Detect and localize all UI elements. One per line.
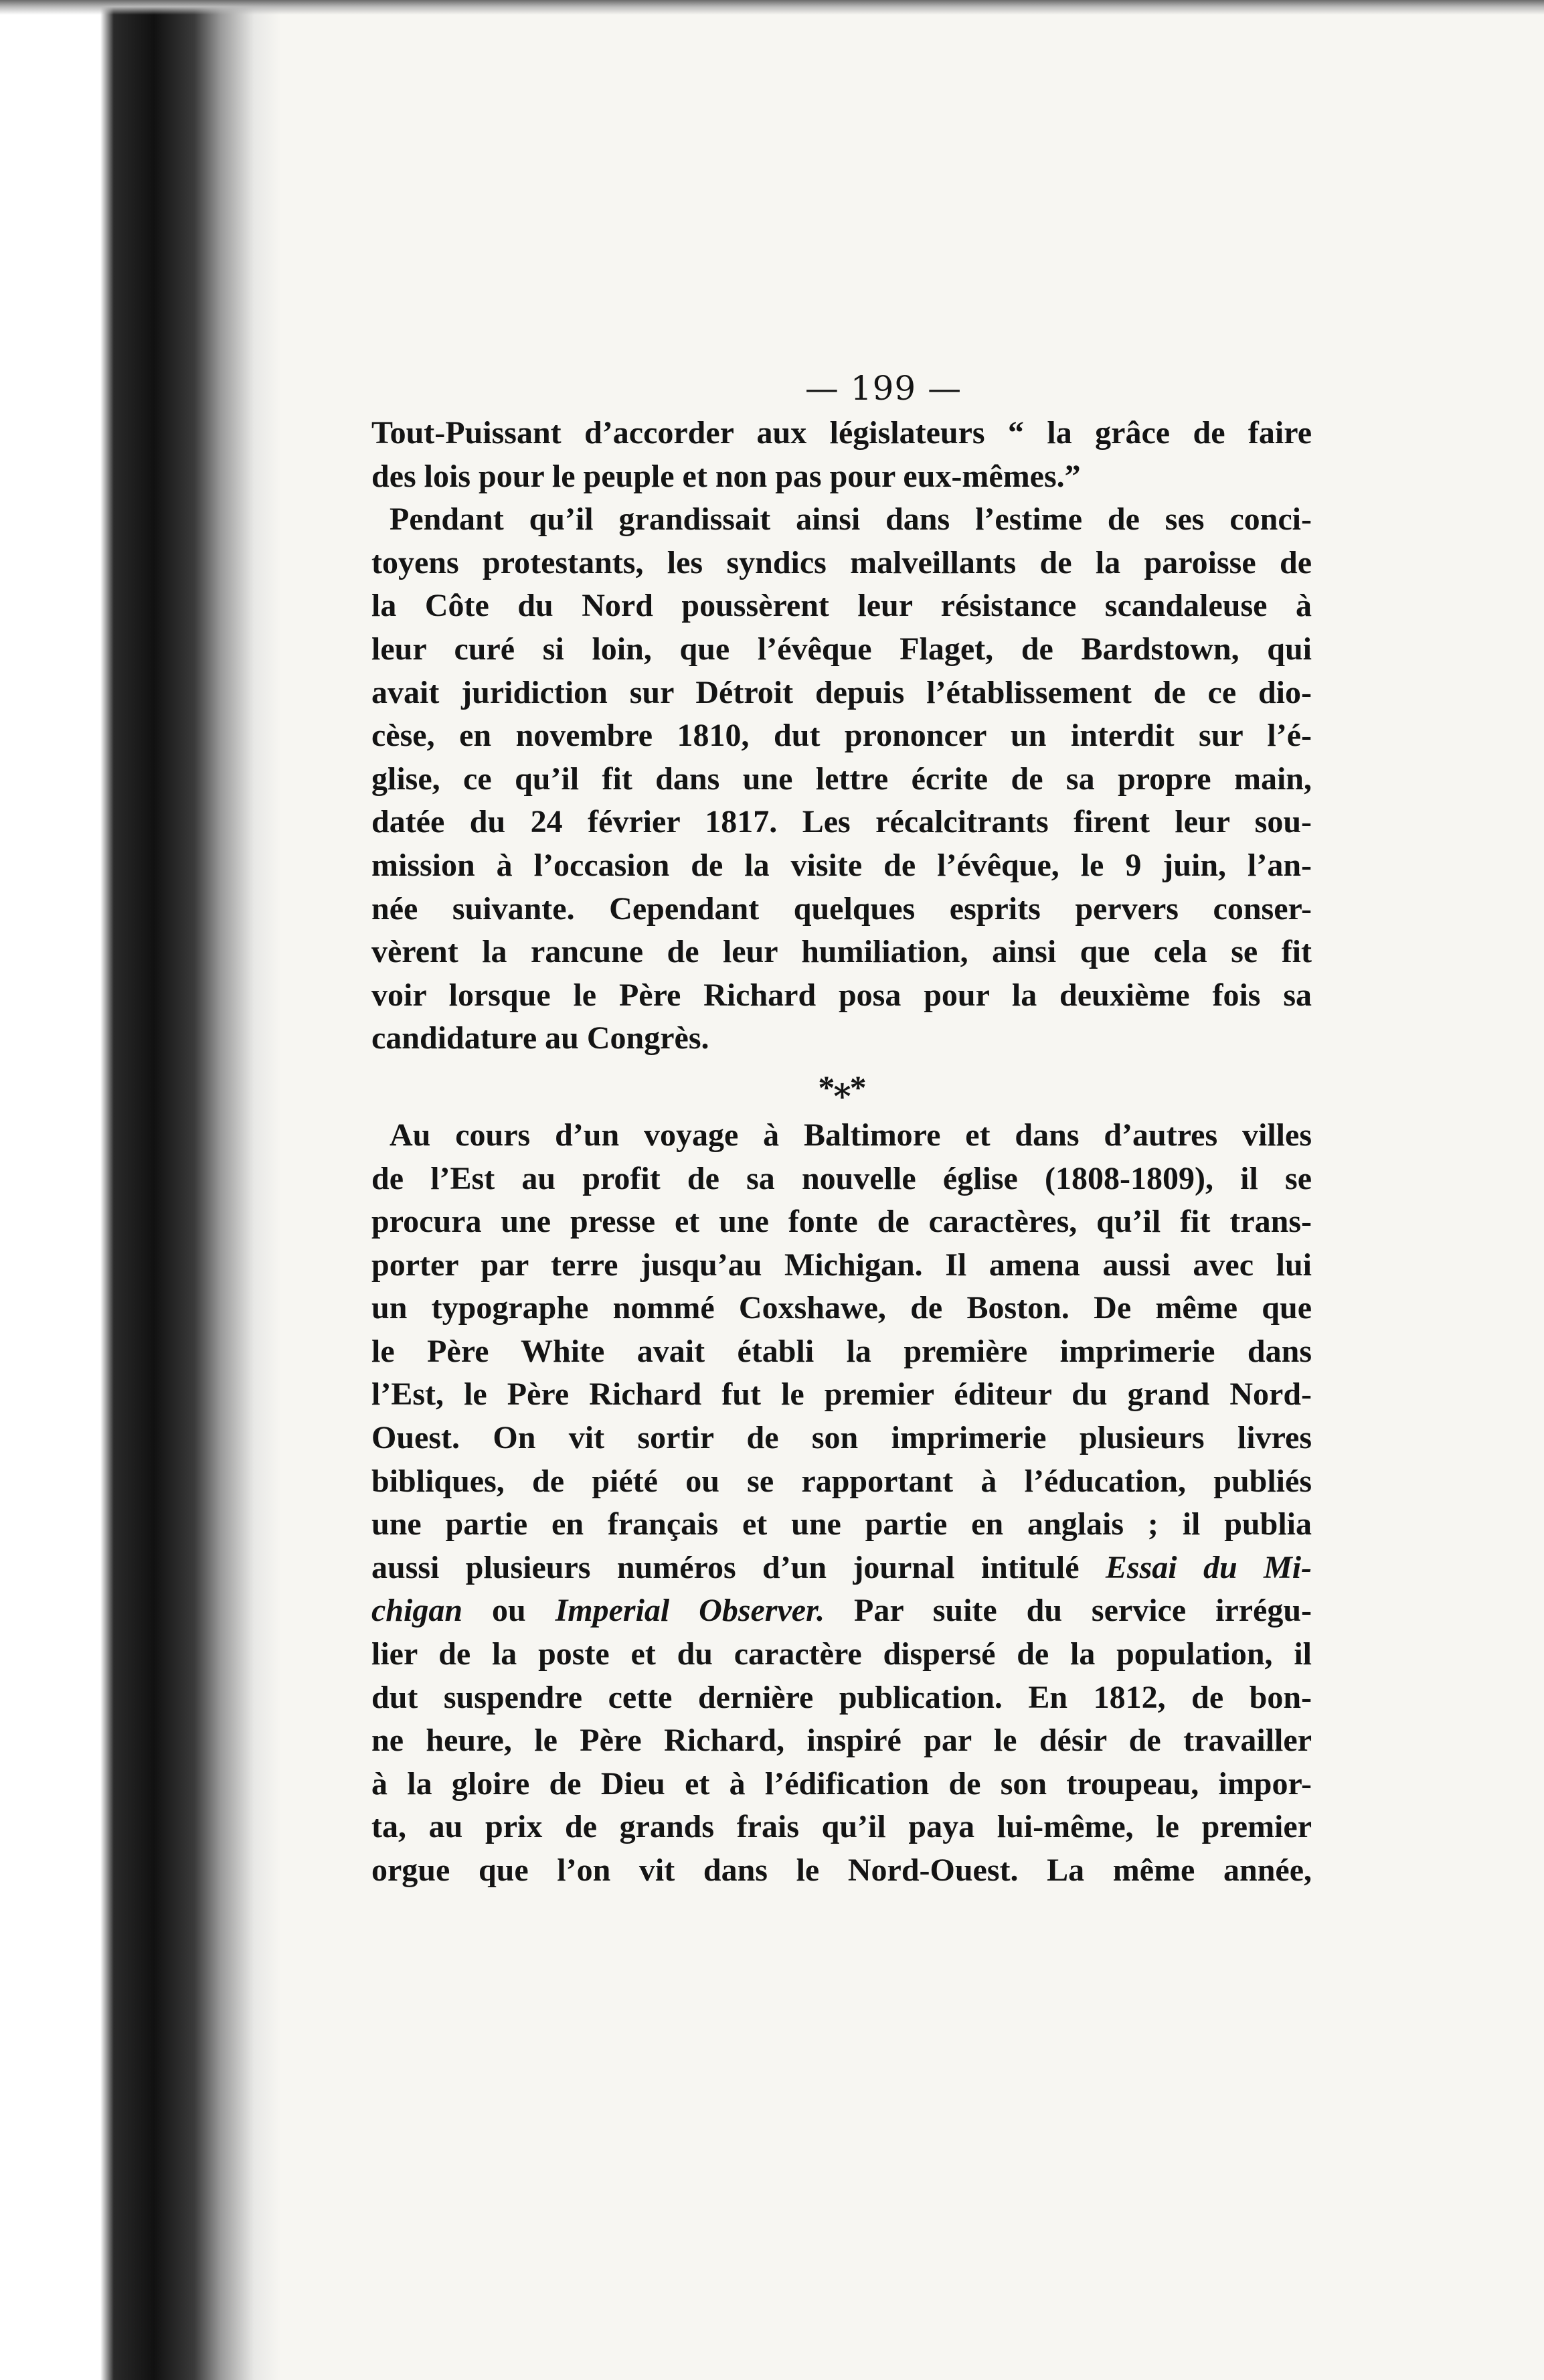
text-line: vèrent la rancune de leur humiliation, ainsi que cela se fit bbox=[371, 934, 1312, 970]
text-line: procura une presse et une fonte de caractères, qu’il fit trans- bbox=[371, 1204, 1312, 1240]
text-line: cèse, en novembre 1810, dut prononcer un interdit sur l’é- bbox=[371, 718, 1312, 754]
section-ornament: *⁎* bbox=[818, 1068, 865, 1106]
text-line: une partie en français et une partie en anglais ; il publia bbox=[371, 1506, 1312, 1542]
journal-alt-title: Imperial Observer. bbox=[555, 1593, 825, 1629]
text-line: ta, au prix de grands frais qu’il paya lui-même, le premier bbox=[371, 1809, 1312, 1845]
text-line bbox=[371, 1589, 1312, 1633]
journal-title-continued: chigan bbox=[371, 1593, 463, 1629]
text-segment: aussi plusieurs numéros d’un journal intitulé bbox=[371, 1549, 1080, 1585]
text-line: lier de la poste et du caractère dispersé de la population, il bbox=[371, 1636, 1312, 1672]
text-line: de l’Est au profit de sa nouvelle église (1808-1809), il se bbox=[371, 1160, 1312, 1196]
text-line: avait juridiction sur Détroit depuis l’établissement de ce dio- bbox=[371, 674, 1312, 710]
text-line: Ouest. On vit sortir de son imprimerie plusieurs livres bbox=[371, 1420, 1312, 1456]
paragraph-1 bbox=[371, 412, 1312, 498]
text-line: glise, ce qu’il fit dans une lettre écrite de sa propre main, bbox=[371, 761, 1312, 797]
text-line: Au cours d’un voyage à Baltimore et dans d’autres villes bbox=[390, 1117, 1312, 1153]
page-number: — 199 — bbox=[804, 369, 962, 408]
text-line: mission à l’occasion de la visite de l’évêque, le 9 juin, l’an- bbox=[371, 847, 1312, 883]
text-line: un typographe nommé Coxshawe, de Boston. De même que bbox=[371, 1290, 1312, 1326]
text-line: des lois pour le peuple et non pas pour eux-mêmes.” bbox=[371, 458, 1081, 494]
text-line: le Père White avait établi la première imprimerie dans bbox=[371, 1333, 1312, 1369]
text-line: Pendant qu’il grandissait ainsi dans l’estime de ses conci- bbox=[390, 501, 1312, 538]
binding-shadow bbox=[0, 0, 281, 2380]
text-segment: Par suite du service irrégu- bbox=[825, 1593, 1312, 1629]
text-line: dut suspendre cette dernière publication. En 1812, de bon- bbox=[371, 1679, 1312, 1715]
page-top-edge bbox=[0, 0, 1544, 15]
text-line: bibliques, de piété ou se rapportant à l’éducation, publiés bbox=[371, 1463, 1312, 1499]
paragraph-3 bbox=[371, 1114, 1312, 1893]
text-line: orgue que l’on vit dans le Nord-Ouest. La même année, bbox=[371, 1852, 1312, 1888]
journal-title: Essai du Mi- bbox=[1105, 1549, 1312, 1585]
text-segment: ou bbox=[462, 1593, 555, 1629]
text-line: née suivante. Cependant quelques esprits pervers conser- bbox=[371, 890, 1312, 927]
text-line: porter par terre jusqu’au Michigan. Il amena aussi avec lui bbox=[371, 1247, 1312, 1283]
text-line: ne heure, le Père Richard, inspiré par le désir de travailler bbox=[371, 1723, 1312, 1759]
text-line: l’Est, le Père Richard fut le premier éditeur du grand Nord- bbox=[371, 1376, 1312, 1413]
text-line: datée du 24 février 1817. Les récalcitrants firent leur sou- bbox=[371, 804, 1312, 840]
text-line: à la gloire de Dieu et à l’édification de son troupeau, impor- bbox=[371, 1765, 1312, 1802]
page-text bbox=[371, 412, 1312, 1893]
text-line bbox=[371, 1546, 1312, 1590]
text-line: la Côte du Nord poussèrent leur résistance scandaleuse à bbox=[371, 588, 1312, 624]
text-line: Tout-Puissant d’accorder aux législateurs “ la grâce de faire bbox=[371, 415, 1312, 451]
text-line: toyens protestants, les syndics malveillants de la paroisse de bbox=[371, 544, 1312, 580]
text-line: voir lorsque le Père Richard posa pour la deuxième fois sa bbox=[371, 977, 1312, 1013]
paragraph-2 bbox=[371, 498, 1312, 1060]
text-line: leur curé si loin, que l’évêque Flaget, de Bardstown, qui bbox=[371, 631, 1312, 667]
text-line: candidature au Congrès. bbox=[371, 1020, 709, 1056]
